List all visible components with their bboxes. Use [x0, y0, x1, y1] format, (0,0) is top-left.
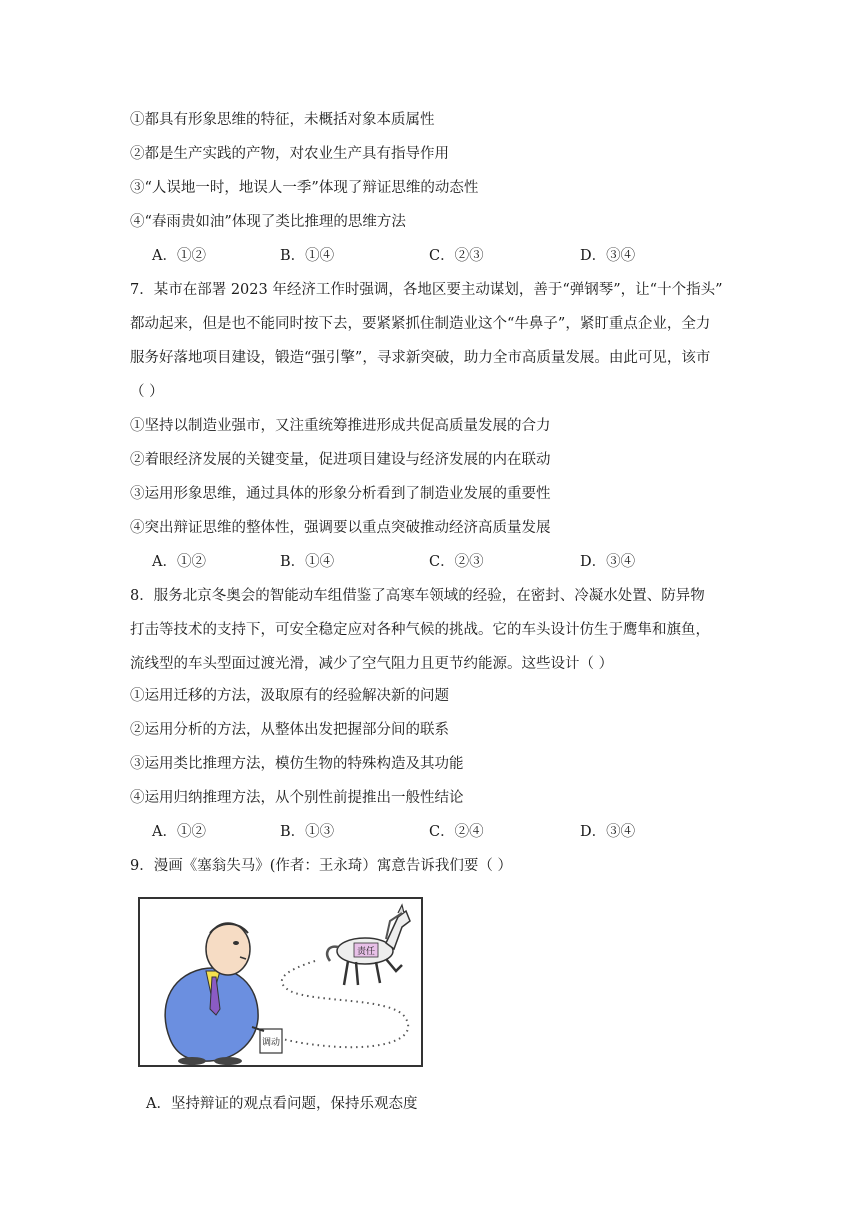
q7-stem-line-2: 都动起来，但是也不能同时按下去，要紧紧抓住制造业这个“牛鼻子”，紧盯重点企业，全力	[130, 316, 711, 332]
horse-label: 责任	[356, 947, 376, 957]
q6-option-c[interactable]: C．②③	[429, 248, 484, 264]
q9-stem: 9．漫画《塞翁失马》(作者：王永琦）寓意告诉我们要（ ）	[130, 858, 512, 874]
q8-statement-2: ②运用分析的方法，从整体出发把握部分间的联系	[130, 722, 449, 738]
q8-stem-line-2: 打击等技术的支持下，可安全稳定应对各种气候的挑战。它的车头设计仿生于鹰隼和旗鱼，	[130, 622, 710, 638]
q8-option-a[interactable]: A．①②	[152, 824, 206, 840]
q8-option-d[interactable]: D．③④	[580, 824, 636, 840]
q8-stem-line-3: 流线型的车头型面过渡光滑，减少了空气阻力且更节约能源。这些设计（ ）	[130, 656, 614, 672]
q8-option-b[interactable]: B．①③	[280, 824, 335, 840]
q7-statement-2: ②着眼经济发展的关键变量，促进项目建设与经济发展的内在联动	[130, 452, 551, 468]
q6-option-b[interactable]: B．①④	[280, 248, 335, 264]
cartoon-figure	[138, 897, 423, 1067]
q7-option-a[interactable]: A．①②	[152, 554, 206, 570]
q7-statement-3: ③运用形象思维，通过具体的形象分析看到了制造业发展的重要性	[130, 486, 551, 502]
q7-statement-1: ①坚持以制造业强市，又注重统筹推进形成共促高质量发展的合力	[130, 418, 551, 434]
q6-option-a[interactable]: A．①②	[152, 248, 206, 264]
q7-statement-4: ④突出辩证思维的整体性，强调要以重点突破推动经济高质量发展	[130, 520, 551, 536]
q8-statement-1: ①运用迁移的方法，汲取原有的经验解决新的问题	[130, 688, 449, 704]
q7-stem-line-1: 7．某市在部署 2023 年经济工作时强调，各地区要主动谋划，善于“弹钢琴”，让“十个指头”	[130, 282, 723, 298]
cartoon-illustration	[140, 899, 421, 1065]
q7-options	[152, 552, 752, 572]
q7-option-b[interactable]: B．①④	[280, 554, 335, 570]
man-figure	[165, 923, 282, 1065]
q8-option-c[interactable]: C．②④	[429, 824, 484, 840]
horse-icon	[327, 905, 410, 985]
q8-statement-4: ④运用归纳推理方法，从个别性前提推出一般性结论	[130, 790, 464, 806]
q7-option-c[interactable]: C．②③	[429, 554, 484, 570]
q7-stem-line-3: 服务好落地项目建设，锻造“强引擎”，寻求新突破，助力全市高质量发展。由此可见，该市	[130, 350, 711, 366]
q8-stem-line-1: 8．服务北京冬奥会的智能动车组借鉴了高寒车领域的经验，在密封、冷凝水处置、防异物	[130, 588, 705, 604]
q7-option-d[interactable]: D．③④	[580, 554, 636, 570]
q8-options	[152, 822, 752, 842]
q7-answer-blank: （ ）	[130, 384, 164, 400]
bag-label: 调动	[261, 1038, 281, 1048]
q8-statement-3: ③运用类比推理方法，模仿生物的特殊构造及其功能	[130, 756, 464, 772]
q6-option-d[interactable]: D．③④	[580, 248, 636, 264]
q6-statement-2: ②都是生产实践的产物，对农业生产具有指导作用	[130, 146, 449, 162]
q6-statement-1: ①都具有形象思维的特征，未概括对象本质属性	[130, 112, 435, 128]
q9-option-a[interactable]: A．坚持辩证的观点看问题，保持乐观态度	[146, 1096, 418, 1112]
q6-options	[152, 246, 752, 266]
q6-statement-4: ④“春雨贵如油”体现了类比推理的思维方法	[130, 214, 406, 230]
q6-statement-3: ③“人误地一时，地误人一季”体现了辩证思维的动态性	[130, 180, 479, 196]
